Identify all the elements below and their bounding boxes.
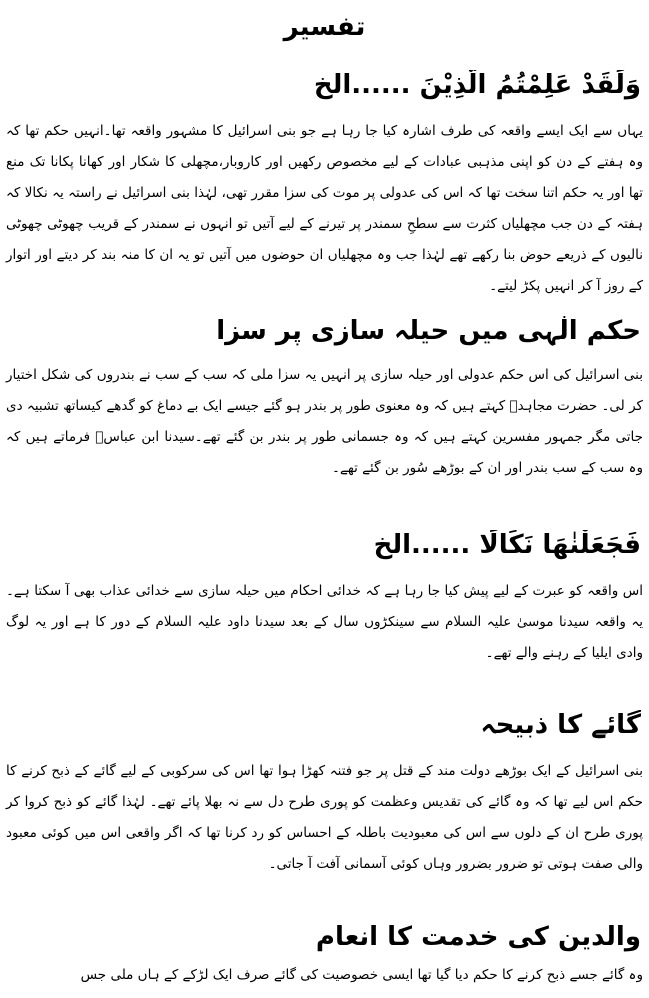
page-title: تفسیر <box>283 12 366 42</box>
section-paragraph-4: بنی اسرائیل کے ایک بوڑھے دولت مند کے قتل پر جو فتنہ کھڑا ہوا تھا اس کی سرکوبی کے لیے گائے کے ذبح کرنے کا حکم اس لیے تھا کہ وہ گائے کی تقدیس وعظمت کو پوری طرح دل سے نہ بھلا پائے تھے۔ لہٰذا گائے کو ذبح کروا کر پوری طرح ان کے دلوں سے اس کی معبودیت باطلہ کے احساس کو رد کرنا تھا کہ اگر واقعی اس میں کوئی معبود والی صفت ہوتی تو ضرور بضرور وہاں کوئی آسمانی آفت آ جاتی۔ <box>6 763 643 872</box>
section-heading-4: گائے کا ذبیحہ <box>480 710 641 740</box>
section-heading-2: حکمِ الٰہی میں حیلہ سازی پر سزا <box>216 316 641 346</box>
section-heading-3: فَجَعَلْنٰهَا نَكَالًا ......الخ <box>373 530 641 560</box>
section-paragraph-3: اس واقعہ کو عبرت کے لیے پیش کیا جا رہا ہے کہ خدائی احکام میں حیلہ سازی سے خدائی عذاب بھی آ سکتا ہے۔ یہ واقعہ سیدنا موسیٰ علیہ السلام سے سینکڑوں سال کے بعد سیدنا داود علیہ السلام کے دور کا ہے اور یہ لوگ وادی ایلیا کے رہنے والے تھے۔ <box>6 583 643 661</box>
section-paragraph-5: وہ گائے جسے ذبح کرنے کا حکم دیا گیا تھا ایسی خصوصیت کی گائے صرف ایک لڑکے کے ہاں ملی جس <box>80 967 643 983</box>
section-heading-5: والدین کی خدمت کا انعام <box>315 922 641 952</box>
section-paragraph-1: یہاں سے ایک ایسے واقعہ کی طرف اشارہ کیا جا رہا ہے جو بنی اسرائیل کا مشہور واقعہ تھا۔انہیں حکم تھا کہ وہ ہفتے کے دن کو اپنی مذہبی عبادات کے لیے مخصوص رکھیں اور کاروبار،مچھلی کا شکار اور کھانا پکانا تک منع تھا اور یہ حکم اتنا سخت تھا کہ اس کی عدولی پر موت کی سزا مقرر تھی، لہٰذا بنی اسرائیل نے راستہ یہ نکالا کہ ہفتہ کے دن جب مچھلیاں کثرت سے سطحِ سمندر پر تیرنے کے لیے آتیں تو انہوں نے سمندر کے قریب چھوٹی چھوٹی نالیوں کے ذریعے حوض بنا رکھے تھے لہٰذا جب وہ مچھلیاں ان حوضوں میں آتیں تو یہ ان کا منہ بند کر دیتے اور اتوار کے روز آ کر انہیں پکڑ لیتے۔ <box>6 123 643 294</box>
section-paragraph-2: بنی اسرائیل کی اس حکم عدولی اور حیلہ سازی پر انہیں یہ سزا ملی کہ سب کے سب نے بندروں کی شکل اختیار کر لی۔ حضرت مجاہدؒ کہتے ہیں کہ وہ معنوی طور پر بندر ہو گئے جیسے ایک بے دماغ کو گدھے کیساتھ تشبیہ دی جاتی مگر جمہور مفسرین کہتے ہیں کہ وہ جسمانی طور پر بندر بن گئے تھے۔سیدنا ابن عباسؓ فرماتے ہیں کہ وہ سب کے سب بندر اور ان کے بوڑھے سُور بن گئے تھے۔ <box>6 367 643 476</box>
section-heading-1: وَلَقَدْ عَلِمْتُمُ الَّذِیْنَ ......الخ <box>313 70 641 100</box>
